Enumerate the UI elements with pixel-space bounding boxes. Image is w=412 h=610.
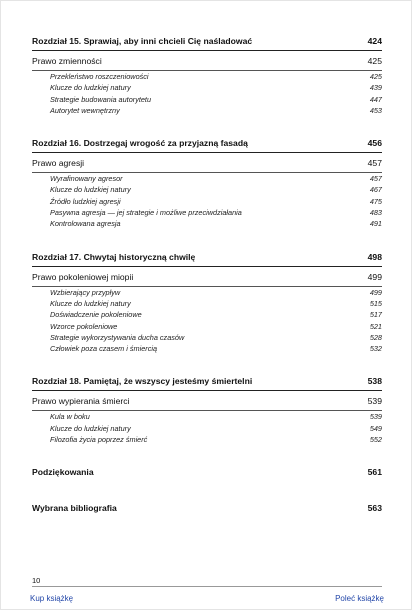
section-title: Prawo wypierania śmierci	[32, 396, 130, 407]
subsection-entry[interactable]	[32, 82, 382, 93]
subsection-page: 457	[369, 174, 382, 184]
subsection-title: Pasywna agresja — jej strategie i możliwe przeciwdziałania	[50, 208, 242, 218]
subsection-page: 539	[369, 412, 382, 422]
subsection-page: 515	[369, 298, 382, 308]
subsection-entry[interactable]	[32, 173, 382, 184]
buy-book-link[interactable]: Kup książkę	[30, 594, 74, 603]
extra-page: 563	[367, 503, 382, 514]
table-of-contents	[32, 36, 382, 539]
section-title: Prawo zmienności	[32, 56, 102, 66]
subsection-title: Wzorce pokoleniowe	[50, 321, 118, 331]
subsection-entry[interactable]	[32, 411, 382, 422]
subsection-page: 528	[369, 332, 382, 342]
subsection-title: Wzbierający przypływ	[50, 287, 121, 297]
subsection-entry[interactable]	[32, 184, 382, 195]
chapter-page: 456	[367, 138, 382, 149]
subsection-entry[interactable]	[32, 423, 382, 434]
extra-title: Wybrana bibliografia	[32, 503, 117, 514]
subsection-title: Klucze do ludzkiej natury	[50, 185, 131, 195]
subsection-entry[interactable]	[32, 287, 382, 298]
section-entry[interactable]	[32, 157, 382, 169]
chapter-block	[32, 36, 382, 116]
footer-links	[30, 594, 384, 603]
subsection-page: 453	[369, 105, 382, 115]
subsection-page: 552	[369, 435, 382, 445]
extra-heading[interactable]	[32, 467, 382, 481]
subsection-entry[interactable]	[32, 196, 382, 207]
subsection-page: 517	[369, 310, 382, 320]
chapter-block	[32, 376, 382, 445]
subsection-title: Autorytet wewnętrzny	[50, 105, 120, 115]
chapter-page: 498	[367, 251, 382, 262]
subsection-page: 532	[369, 344, 382, 354]
subsection-page: 483	[369, 208, 382, 218]
chapter-block	[32, 138, 382, 229]
extra-title: Podziękowania	[32, 467, 94, 478]
footer-divider	[32, 586, 382, 587]
extra-heading[interactable]	[32, 503, 382, 517]
subsection-title: Strategie budowania autorytetu	[50, 94, 152, 104]
extra-page: 561	[367, 467, 382, 478]
extra-block	[32, 467, 382, 481]
subsection-page: 475	[369, 196, 382, 206]
section-page: 539	[367, 396, 382, 407]
section-page: 499	[367, 271, 382, 282]
subsection-page: 549	[369, 423, 382, 433]
subsection-title: Człowiek poza czasem i śmiercią	[50, 344, 158, 354]
subsection-page: 439	[369, 83, 382, 93]
chapter-page: 424	[367, 36, 382, 46]
extra-block	[32, 503, 382, 517]
subsection-page: 491	[369, 219, 382, 229]
subsection-entry[interactable]	[32, 434, 382, 445]
subsection-title: Klucze do ludzkiej natury	[50, 423, 131, 433]
subsection-page: 447	[369, 94, 382, 104]
section-title: Prawo agresji	[32, 158, 85, 169]
subsection-entry[interactable]	[32, 343, 382, 354]
page-number: 10	[32, 576, 41, 585]
subsection-title: Klucze do ludzkiej natury	[50, 83, 131, 93]
chapter-heading[interactable]	[32, 36, 382, 51]
subsection-title: Strategie wykorzystywania ducha czasów	[50, 332, 185, 342]
chapter-title: Rozdział 15. Sprawiaj, aby inni chcieli Cię naśladować	[32, 36, 253, 46]
subsection-page: 467	[369, 185, 382, 195]
subsection-entry[interactable]	[32, 71, 382, 82]
subsection-title: Klucze do ludzkiej natury	[50, 298, 131, 308]
subsection-entry[interactable]	[32, 321, 382, 332]
subsection-title: Kula w boku	[50, 412, 90, 422]
subsection-title: Kontrolowana agresja	[50, 219, 121, 229]
section-page: 457	[367, 158, 382, 169]
subsection-entry[interactable]	[32, 218, 382, 229]
subsection-title: Źródło ludzkiej agresji	[50, 196, 121, 206]
subsection-title: Przekleństwo roszczeniowości	[50, 72, 149, 81]
chapter-block	[32, 252, 382, 355]
chapter-heading[interactable]	[32, 376, 382, 391]
subsection-entry[interactable]	[32, 207, 382, 218]
chapter-heading[interactable]	[32, 252, 382, 267]
subsection-title: Filozofia życia poprzez śmierć	[50, 435, 148, 445]
section-entry[interactable]	[32, 55, 382, 67]
chapter-title: Rozdział 18. Pamiętaj, że wszyscy jesteśmy śmiertelni	[32, 376, 253, 387]
chapter-title: Rozdział 16. Dostrzegaj wrogość za przyjazną fasadą	[32, 138, 248, 149]
subsection-page: 521	[369, 321, 382, 331]
section-page: 425	[367, 56, 382, 66]
subsection-page: 425	[369, 72, 382, 81]
section-entry[interactable]	[32, 271, 382, 283]
subsection-entry[interactable]	[32, 105, 382, 116]
section-entry[interactable]	[32, 395, 382, 407]
recommend-book-link[interactable]: Poleć książkę	[335, 594, 384, 603]
subsection-title: Wyrafinowany agresor	[50, 174, 123, 184]
section-title: Prawo pokoleniowej miopii	[32, 271, 134, 282]
subsection-entry[interactable]	[32, 298, 382, 309]
subsection-entry[interactable]	[32, 332, 382, 343]
subsection-title: Doświadczenie pokoleniowe	[50, 310, 142, 320]
subsection-entry[interactable]	[32, 94, 382, 105]
subsection-entry[interactable]	[32, 309, 382, 320]
chapter-title: Rozdział 17. Chwytaj historyczną chwilę	[32, 251, 196, 262]
subsection-page: 499	[369, 287, 382, 297]
chapter-page: 538	[367, 376, 382, 387]
chapter-heading[interactable]	[32, 138, 382, 153]
